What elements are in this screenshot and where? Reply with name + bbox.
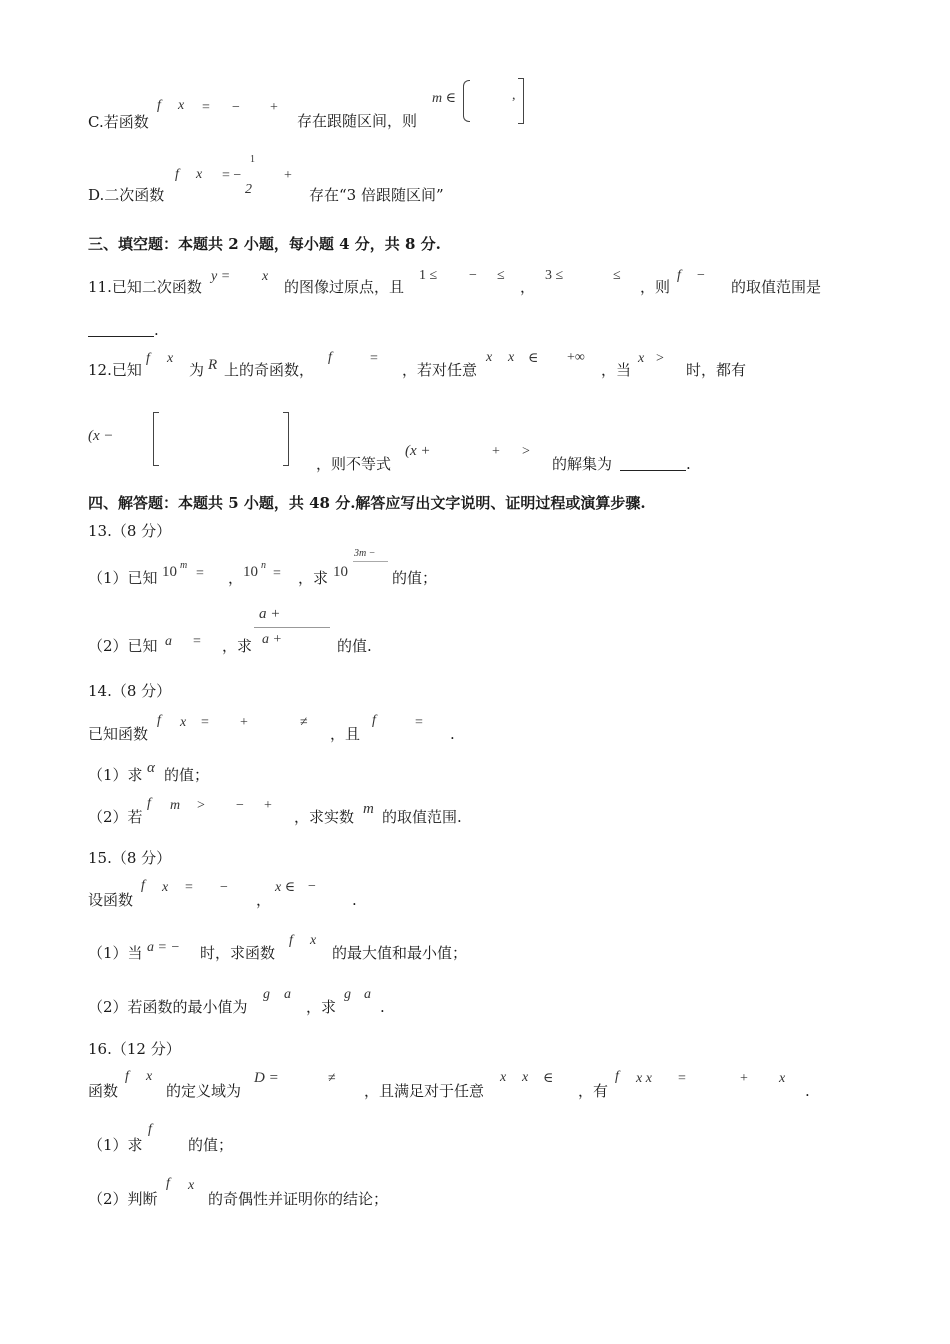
math-sup-m: m (180, 560, 188, 571)
math-plus: + (240, 715, 248, 730)
math-f-2: f (615, 1069, 619, 1084)
math-le-2: ≤ (613, 268, 621, 283)
math-f-2: f (289, 933, 293, 948)
math-sup-3m: 3m − (354, 548, 376, 559)
math-gt: > (197, 798, 205, 813)
math-sup-n: n (261, 560, 266, 571)
interval-open-bracket (463, 80, 470, 122)
q12-text-2: 上的奇函数， (224, 361, 315, 379)
q12-text-6: ，则不等式 (316, 455, 392, 473)
math-f: f (125, 1069, 129, 1084)
math-denominator: a + (262, 632, 282, 647)
q12-prefix: 12.已知 (88, 361, 142, 379)
math-x: x (180, 715, 187, 730)
q15-part2-a: （2）若函数的最小值为 (88, 998, 248, 1016)
math-y-eq: y = (211, 269, 231, 284)
q12-text-4: ，当 (601, 361, 632, 379)
math-plus: + (284, 168, 292, 183)
option-d-text: 存在“3 倍跟随区间” (309, 186, 444, 204)
q16-part2-a: （2）判断 (88, 1190, 158, 1208)
q15-head: 15.（8 分） (88, 849, 172, 867)
math-eq: = (202, 100, 210, 115)
q16-line1-b: 的定义域为 (166, 1082, 242, 1100)
q15-part1-a: （1）当 (88, 944, 143, 962)
math-dash: − (308, 879, 316, 894)
math-x: x (167, 351, 174, 366)
q14-part1-b: 的值； (164, 766, 210, 784)
fraction-bar (254, 627, 330, 628)
math-f-3: f (148, 1122, 152, 1137)
math-inf: +∞ (567, 350, 585, 365)
interval-close-bracket (518, 78, 524, 124)
q16-line1-a: 函数 (88, 1082, 119, 1100)
q15-part1-c: 的最大值和最小值； (332, 944, 468, 962)
math-gt: > (656, 351, 664, 366)
section-4-heading: 四、解答题：本题共 5 小题，共 48 分.解答应写出文字说明、证明过程或演算步骤. (88, 494, 646, 512)
math-in: ∈ (528, 351, 539, 366)
math-eq: = (370, 351, 378, 366)
answer-blank (620, 456, 686, 471)
q16-part1-b: 的值； (188, 1136, 234, 1154)
q14-line1-a: 已知函数 (88, 725, 149, 743)
q14-part2-c: 的取值范围. (382, 808, 462, 826)
math-neq: ≠ (300, 715, 308, 730)
math-xx: x x (636, 1071, 652, 1086)
math-f: f (157, 713, 161, 728)
math-plus: + (270, 100, 278, 115)
option-d-prefix: D.二次函数 (88, 186, 165, 204)
q16-part1-a: （1）求 (88, 1136, 143, 1154)
q11-end: . (154, 321, 159, 339)
math-neq: ≠ (328, 1071, 336, 1086)
math-eq: = (201, 715, 209, 730)
math-x1: x (486, 350, 493, 365)
section-3-heading: 三、填空题：本题共 2 小题，每小题 4 分，共 8 分. (88, 235, 441, 253)
math-a-2: a (364, 987, 371, 1002)
q12-text-1: 为 (189, 361, 205, 379)
math-ten-3: 10 (333, 564, 348, 580)
q15-line1-end: . (352, 891, 357, 909)
math-plus: + (740, 1071, 748, 1086)
q15-part1-b: 时，求函数 (200, 944, 276, 962)
math-paren-x-plus: (x + (405, 443, 431, 459)
math-in: ∈ (543, 1071, 554, 1086)
q12-text-7: 的解集为 (552, 455, 613, 473)
math-g-2: g (344, 987, 351, 1002)
q14-part2-b: ，求实数 (294, 808, 355, 826)
bracket-left (153, 412, 159, 466)
math-x2: x (522, 1070, 529, 1085)
q12-text-5: 时，都有 (686, 361, 747, 379)
math-f-minus: − (697, 268, 705, 283)
q14-part1-a: （1）求 (88, 766, 143, 784)
math-eq-2: = (273, 566, 281, 581)
math-minus: − (236, 798, 244, 813)
q16-line1-c: ，且满足对于任意 (364, 1082, 485, 1100)
math-numerator: a + (259, 606, 281, 622)
q16-line1-d: ，有 (578, 1082, 609, 1100)
math-R: R (208, 357, 218, 373)
math-f-2: f (328, 350, 332, 365)
math-minus: − (232, 100, 240, 115)
q11-prefix: 11.已知二次函数 (88, 278, 202, 296)
math-alpha: α (147, 760, 155, 776)
math-x-2: x (310, 933, 317, 948)
math-x: x (196, 167, 203, 182)
math-f-3: f (147, 796, 151, 811)
q13-head: 13.（8 分） (88, 522, 172, 540)
answer-blank (88, 322, 154, 337)
q11-answer-line (88, 320, 159, 340)
q16-line1-end: . (805, 1082, 810, 1100)
math-one-le: 1 ≤ (419, 268, 438, 283)
q13-part1-c: ，求 (298, 569, 329, 587)
math-x: x (262, 269, 269, 284)
bracket-right (283, 412, 289, 466)
q16-part2-b: 的奇偶性并证明你的结论； (208, 1190, 389, 1208)
math-x-in: x ∈ (275, 880, 296, 895)
q15-part2-end: . (380, 998, 385, 1016)
q12-end: . (686, 455, 691, 473)
option-c-prefix: C.若函数 (88, 113, 149, 131)
q11-text-3: ，则 (640, 278, 671, 296)
math-f-2: f (372, 713, 376, 728)
math-eq: = (185, 880, 193, 895)
math-g: g (263, 987, 270, 1002)
math-plus: + (492, 444, 500, 459)
math-comma: , (512, 88, 516, 103)
q13-part1-b: ， (228, 569, 244, 587)
q12-text-3: ，若对任意 (402, 361, 478, 379)
math-D-eq: D = (254, 1070, 279, 1086)
math-a: a (165, 634, 172, 649)
math-f-4: f (166, 1176, 170, 1191)
math-gt-2: > (522, 444, 530, 459)
math-x-4: x (188, 1178, 195, 1193)
math-ten-2: 10 (243, 564, 258, 580)
math-m-in: m ∈ (432, 91, 456, 106)
math-x1: x (500, 1070, 507, 1085)
math-x3: x (779, 1071, 786, 1086)
math-m-2: m (363, 801, 374, 817)
math-le: ≤ (497, 268, 505, 283)
math-f: f (146, 351, 150, 366)
math-two: 2 (245, 182, 252, 197)
math-eq-3: = (193, 634, 201, 649)
math-eq-minus: = − (222, 168, 242, 183)
math-x2: x (508, 350, 515, 365)
math-a: a (284, 987, 291, 1002)
math-eq: = (196, 566, 204, 581)
q14-line1-end: . (450, 725, 455, 743)
q14-part2-a: （2）若 (88, 808, 143, 826)
q14-head: 14.（8 分） (88, 682, 172, 700)
fraction-bar (353, 561, 388, 562)
math-x: x (146, 1069, 153, 1084)
q15-part2-b: ，求 (306, 998, 337, 1016)
q13-part2-c: 的值. (337, 637, 372, 655)
math-m: m (170, 798, 181, 813)
q14-line1-b: ，且 (330, 725, 361, 743)
math-eq-2: = (415, 715, 423, 730)
q13-part2-b: ，求 (222, 637, 253, 655)
q13-part1-d: 的值； (392, 569, 438, 587)
option-c-text: 存在跟随区间，则 (297, 112, 418, 130)
math-ten: 10 (162, 564, 177, 580)
math-f: f (141, 878, 145, 893)
q13-part2-a: （2）已知 (88, 637, 158, 655)
q13-part1-a: （1）已知 (88, 569, 158, 587)
q15-line1-b: ， (256, 891, 272, 909)
math-f: f (175, 167, 179, 182)
math-three-le: 3 ≤ (545, 268, 564, 283)
math-f: f (157, 98, 161, 113)
q12-answer (620, 454, 691, 474)
q11-text-4: 的取值范围是 (731, 278, 822, 296)
math-one: 1 (250, 154, 255, 165)
math-minus: − (469, 268, 477, 283)
q16-head: 16.（12 分） (88, 1040, 181, 1058)
q11-text-2: ， (520, 278, 536, 296)
math-plus-2: + (264, 798, 272, 813)
math-x: x (162, 880, 169, 895)
math-eq: = (678, 1071, 686, 1086)
math-f: f (677, 268, 681, 283)
math-x3: x (638, 351, 645, 366)
math-paren-x: (x − (88, 428, 114, 444)
math-minus: − (220, 880, 228, 895)
math-x: x (178, 98, 185, 113)
math-a-eq: a = − (147, 940, 180, 955)
q15-line1-a: 设函数 (88, 891, 134, 909)
q11-text-1: 的图像过原点，且 (284, 278, 405, 296)
